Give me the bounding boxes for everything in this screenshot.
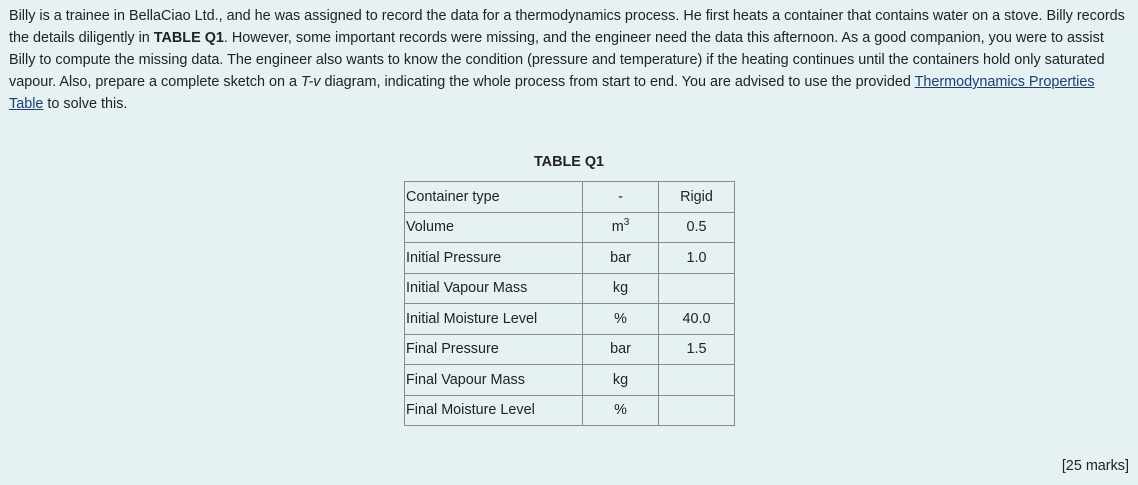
- unit-cell: bar: [583, 334, 659, 365]
- value-cell: 1.5: [659, 334, 735, 365]
- unit-cell: bar: [583, 243, 659, 274]
- unit-base: m: [611, 219, 624, 236]
- property-cell: Initial Moisture Level: [405, 304, 583, 335]
- table-row: [405, 273, 735, 304]
- table-row: [405, 243, 735, 274]
- table-caption: TABLE Q1: [533, 154, 605, 170]
- question-part-2: . However, some important records were missing, and the engineer need the data this afternoon. As a good companion, you were to assist Billy to compute the missing data. The engineer also wants to know the condition (pressure and temperature) if the heating continues until the containers hold only saturated vapour. Also, prepare a complete sketch on a: [9, 30, 1105, 90]
- property-cell: Final Pressure: [405, 334, 583, 365]
- property-cell: Final Moisture Level: [405, 395, 583, 426]
- value-cell: [659, 273, 735, 304]
- unit-cell: %: [583, 304, 659, 335]
- table-row: [405, 365, 735, 396]
- question-part-4: to solve this.: [43, 96, 128, 112]
- unit-cell: %: [583, 395, 659, 426]
- table-row: [405, 334, 735, 365]
- property-cell: Final Vapour Mass: [405, 365, 583, 396]
- table-row: [405, 304, 735, 335]
- value-cell: [659, 365, 735, 396]
- value-cell: [659, 395, 735, 426]
- property-cell: Volume: [405, 212, 583, 243]
- value-cell: Rigid: [659, 182, 735, 213]
- value-cell: 1.0: [659, 243, 735, 274]
- property-cell: Initial Pressure: [405, 243, 583, 274]
- table-row: [405, 182, 735, 213]
- unit-exponent: 3: [623, 217, 630, 229]
- unit-cell: [583, 212, 659, 243]
- table-row: [405, 212, 735, 243]
- unit-cell: -: [583, 182, 659, 213]
- question-part-1: Billy is a trainee in BellaCiao Ltd., and he was assigned to record the data for a thermodynamics process. He first heats a container that contains water on a stove. Billy records the details diligently in: [9, 8, 1125, 46]
- data-table: [404, 181, 735, 426]
- question-part-3: diagram, indicating the whole process from start to end. You are advised to use the provided: [320, 74, 915, 90]
- properties-table-link[interactable]: Thermodynamics Properties Table: [9, 74, 1095, 112]
- marks-label: [25 marks]: [1061, 458, 1129, 474]
- property-cell: Initial Vapour Mass: [405, 273, 583, 304]
- diagram-type: T-v: [301, 74, 321, 90]
- property-cell: Container type: [405, 182, 583, 213]
- question-text: [9, 5, 1131, 115]
- table-reference: TABLE Q1: [153, 30, 224, 46]
- value-cell: 0.5: [659, 212, 735, 243]
- unit-cell: kg: [583, 273, 659, 304]
- unit-cell: kg: [583, 365, 659, 396]
- table-row: [405, 395, 735, 426]
- value-cell: 40.0: [659, 304, 735, 335]
